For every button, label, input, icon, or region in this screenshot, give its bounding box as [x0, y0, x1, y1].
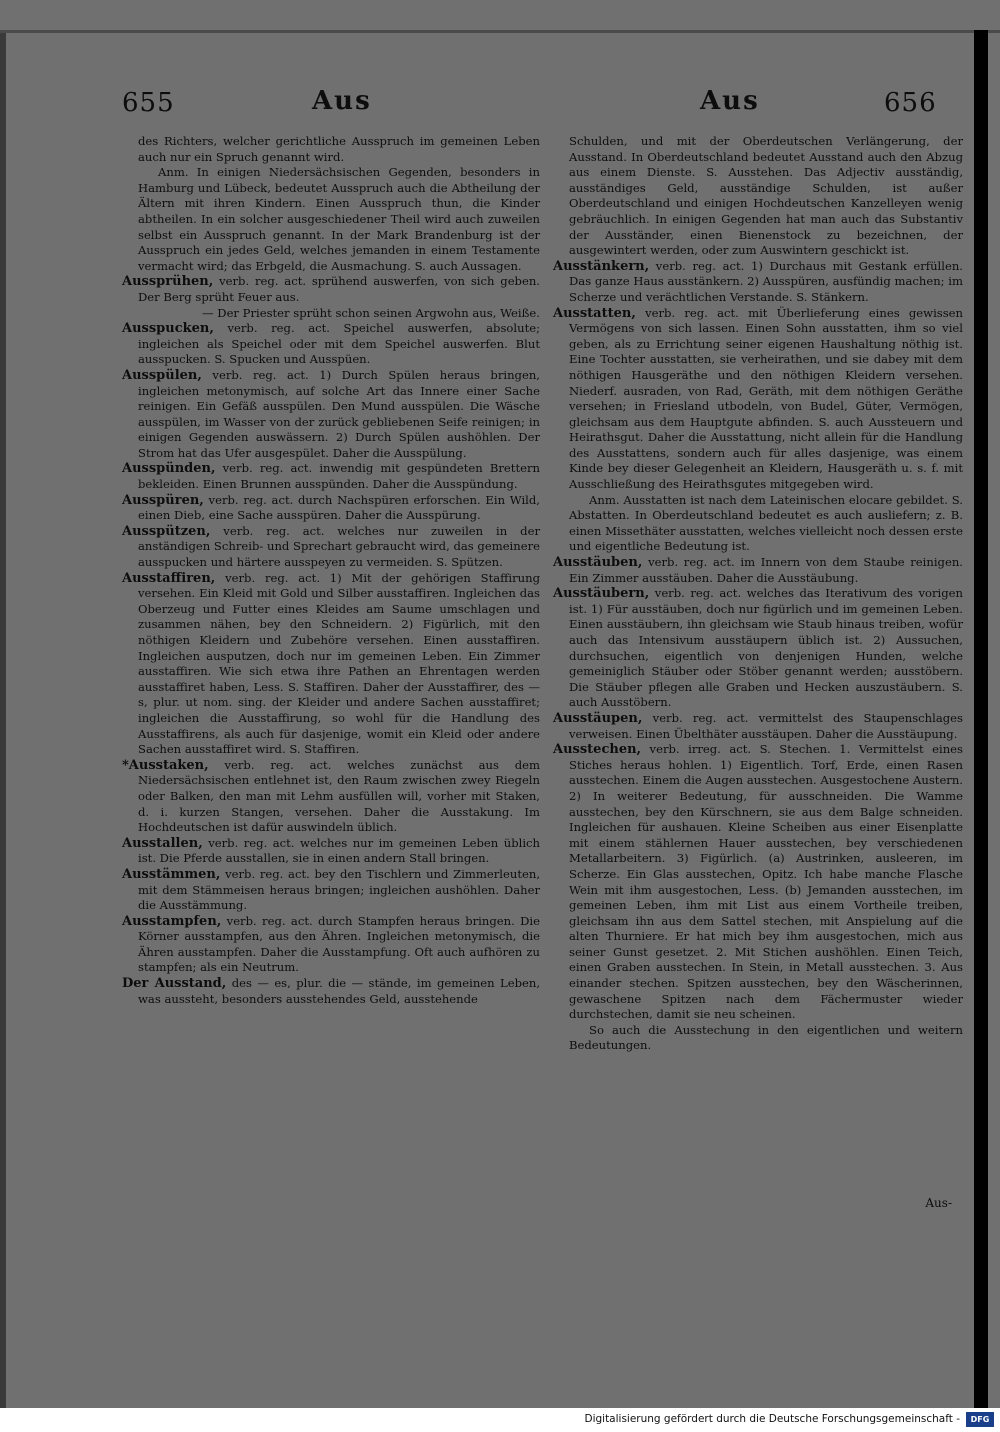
dictionary-entry	[122, 321, 540, 368]
right-page-number: 656	[884, 88, 937, 118]
entry-headword: Ausspüren,	[122, 492, 204, 508]
entry-headword: Ausspucken,	[122, 321, 214, 337]
entry-headword: Ausspünden,	[122, 461, 216, 477]
entry-definition: verb. reg. act. inwendig mit gespündeten Brettern bekleiden. Einen Brunnen ausspünden. Daher die Ausspündung.	[138, 461, 540, 492]
annotation-paragraph: Anm. Ausstatten ist nach dem Lateinischen elocare gebildet. S. Abstatten. In Oberdeutschland bedeutet es auch ausliefern; z. B. einen Missethäter ausstatten, welches vielleicht noch dessen erste und eigentliche Bedeutung ist.	[569, 492, 963, 554]
dictionary-entry	[122, 836, 540, 867]
entry-headword: Aussprühen,	[122, 274, 214, 290]
entry-headword: *Ausstaken,	[122, 757, 209, 773]
right-column	[553, 134, 963, 1054]
entry-definition: des — es, plur. die — stände, im gemeinen Leben, was aussteht, besonders ausstehendes Geld, ausstehende	[138, 976, 541, 1006]
right-running-head: Aus	[700, 86, 760, 116]
entry-definition: verb. reg. act. Speichel auswerfen, absolute; ingleichen als Speichel oder mit dem Speichel auswerfen. Blut ausspucken. S. Spucken und Ausspüen.	[138, 321, 540, 367]
dictionary-entry	[122, 571, 540, 758]
entry-definition: verb. reg. act. welches zunächst aus dem Niedersächsischen entlehnet ist, den Raum zwischen zwey Riegeln oder Balken, den man mit Lehm ausfüllen will, vorher mit Staken, d. i. kurzen Stangen, versehen. Daher die Ausstakung. Im Hochdeutschen ist dafür auswindeln üblich.	[138, 757, 540, 835]
entry-definition: verb. reg. act. sprühend auswerfen, von sich geben. Der Berg sprüht Feuer aus.	[138, 274, 540, 304]
entry-headword: Ausspützen,	[122, 523, 211, 539]
dictionary-entry	[122, 867, 540, 914]
entry-definition: verb. reg. act. mit Überlieferung eines gewissen Vermögens von sich lassen. Einen Sohn ausstatten, ihm so viel geben, als zu Errichtung seiner eigenen Haushaltung nöthig ist. Eine Tochter ausstatten, sie verheirathen, und sie dabey mit dem nöthigen Hausgeräthe und den nöthigen Kleidern versehen. Niederf. ausraden, von Rad, Geräth, mit dem nöthigen Geräthe versehen; in Friesland utbodeln, von Budel, Güter, Vermögen, gleichsam aus dem Hauptgute abfinden. S. auch Aussteuern und Heirathsgut. Daher die Ausstattung, nicht allein für die Handlung des Ausstattens, sondern auch für alles dasjenige, was einem Kinde bey dieser Gelegenheit an Kleidern, Hausgeräth u. s. f. mit Ausschließung des Heirathsgutes mitgegeben wird.	[569, 305, 963, 492]
entry-definition: verb. reg. act. durch Stampfen heraus bringen. Die Körner ausstampfen, aus den Ähren. Ingleichen metonymisch, die Ähren ausstampfen. Daher die Ausstampfung. Oft auch aufhören zu stampfen; als ein Neutrum.	[138, 913, 540, 975]
page-top-edge	[0, 30, 1000, 33]
entry-definition: verb. irreg. act. S. Stechen. 1. Vermittelst eines Stiches heraus hohlen. 1) Eigentlich. Torf, Erde, einen Rasen ausstechen. Einem die Augen ausstechen. Ausgestochene Austern. 2) In weiterer Bedeutung, für ausschneiden. Die Wamme ausstechen, bey den Kürschnern, sie aus dem Balge schneiden. Ingleichen für aushauen. Kleine Scheiben aus einer Eisenplatte mit einem stählernen Hauer ausstechen, bey verschiedenen Metallarbeitern. 3) Figürlich. (a) Austrinken, ausleeren, im Scherze. Ein Glas ausstechen, Opitz. Ich habe manche Flasche Wein mit ihm ausgestochen, Less. (b) Jemanden ausstechen, im gemeinen Leben, ihm mit List aus einem Vortheile treiben, gleichsam ihn aus dem Sattel stechen, mit Anspielung auf die alten Thurniere. Er hat mich bey ihm ausgestochen, mich aus seiner Gunst gesetzet. 2. Mit Stichen aushöhlen. Einen Teich, einen Graben ausstechen. In Stein, in Metall ausstechen. 3. Aus einander stechen. Spitzen ausstechen, bey den Wäscherinnen, gewaschene Spitzen nach dem Fächermuster wieder durchstechen, damit sie neu scheinen.	[569, 742, 963, 1022]
scan-binding-bar	[974, 30, 988, 1408]
dictionary-entry	[122, 368, 540, 462]
entry-headword: Ausstäupen,	[553, 710, 643, 726]
dictionary-entry	[553, 586, 963, 711]
continued-text: Schulden, und mit der Oberdeutschen Verlängerung, der Ausstand. In Oberdeutschland bedeutet Ausstand auch den Abzug aus einem Dienste. S. Ausstehen. Das Adjectiv ausständig, ausständiges Geld, ausständige Schulden, ist außer Oberdeutschland und einigen Hochdeutschen Kanzelleyen wenig gebräuchlich. In einigen Gegenden hat man auch das Substantiv der Ausständer, einen Bienenstock zu bezeichnen, der ausgewintert werden, oder zum Auswintern geschickt ist.	[569, 134, 963, 258]
dictionary-entry	[122, 461, 540, 492]
footer-bar	[0, 1408, 1000, 1432]
dictionary-entry	[122, 493, 540, 524]
entry-headword: Ausstäuben,	[553, 555, 643, 571]
entry-definition: verb. reg. act. 1) Durchaus mit Gestank erfüllen. Das ganze Haus ausstänkern. 2) Ausspüren, ausfündig machen; im Scherze und verächtlichen Verstande. S. Stänkern.	[569, 258, 963, 304]
annotation-paragraph: So auch die Ausstechung in den eigentlichen und weitern Bedeutungen.	[569, 1022, 963, 1053]
entry-headword: Ausspülen,	[122, 367, 202, 383]
entry-headword: Ausstaffiren,	[122, 570, 216, 586]
dictionary-entry	[553, 306, 963, 493]
entry-definition: verb. reg. act. welches das Iterativum des vorigen ist. 1) Für ausstäuben, doch nur figürlich und im gemeinen Leben. Einen ausstäubern, ihn gleichsam wie Staub hinaus treiben, wofür auch das Intensivum ausstäupern üblich ist. 2) Aussuchen, durchsuchen, eigentlich von denjenigen Hunden, welche gemeiniglich Stäuber oder Stöber genannt werden; ausstöbern. Die Stäuber pflegen alle Graben und Hecken auszustäubern. S. auch Ausstöbern.	[569, 586, 963, 710]
page-left-edge	[0, 30, 6, 1408]
dictionary-entry	[553, 742, 963, 1023]
continued-text: des Richters, welcher gerichtliche Ausspruch im gemeinen Leben auch nur ein Spruch genannt wird.	[138, 134, 540, 164]
entry-headword: Der Ausstand,	[122, 976, 227, 992]
entry-definition: verb. reg. act. im Innern von dem Staube reinigen. Ein Zimmer ausstäuben. Daher die Ausstäubung.	[569, 555, 963, 585]
dictionary-entry	[122, 914, 540, 976]
entry-definition: verb. reg. act. welches nur zuweilen in der anständigen Schreib- und Sprechart gebraucht wird, das gemeinere ausspucken und härtere ausspeyen zu vermeiden. S. Spützen.	[138, 523, 540, 570]
annotation-paragraph: Anm. In einigen Niedersächsischen Gegenden, besonders in Hamburg und Lübeck, bedeutet Ausspruch auch die Abtheilung der Ältern mit ihren Kindern. Einen Ausspruch thun, die Kinder abtheilen. In ein solcher ausgeschiedener Theil wird auch zuweilen selbst ein Ausspruch genannt. In der Mark Brandenburg ist der Ausspruch ein jedes Geld, welches jemanden in einem Testamente vermacht wird; das Erbgeld, die Ausmachung. S. auch Aussagen.	[138, 165, 540, 273]
dictionary-entry	[553, 259, 963, 306]
quotation-line: — Der Priester sprüht schon seinen Argwohn aus, Weiße.	[202, 305, 540, 320]
dictionary-entry	[122, 524, 540, 571]
entry-definition: verb. reg. act. 1) Mit der gehörigen Staffirung versehen. Ein Kleid mit Gold und Silber ausstaffiren. Ingleichen das Oberzeug und Futter eines Kleides am Saume umschlagen und zusammen nähen, bey den Schneidern. 2) Figürlich, mit den nöthigen Kleidern und Zubehöre versehen. Einen ausstaffiren. Ingleichen ausputzen, doch nur im gemeinen Leben. Ein Zimmer ausstaffiren. Wie sich etwa ihre Pathen an Ehrentagen werden ausstaffiret haben, Less. S. Staffiren. Daher der Ausstaffirer, des — s, plur. ut nom. sing. der Kleider und andere Sachen ausstaffiret; ingleichen die Ausstaffirung, so wohl für die Handlung des Ausstaffirens, als auch für dasjenige, womit ein Kleid oder andere Sachen ausstaffiret wird. S. Staffiren.	[138, 570, 540, 757]
entry-headword: Ausstallen,	[122, 835, 203, 851]
entry-definition: verb. reg. act. welches nur im gemeinen Leben üblich ist. Die Pferde ausstallen, sie in einen andern Stall bringen.	[138, 835, 540, 866]
dictionary-entry	[553, 555, 963, 586]
dictionary-entry	[122, 976, 540, 1007]
entry-headword: Ausstämmen,	[122, 866, 221, 882]
entry-headword: Ausstatten,	[553, 305, 636, 321]
entry-headword: Ausstäubern,	[553, 586, 650, 602]
left-column	[122, 134, 540, 1007]
entry-definition: verb. reg. act. bey den Tischlern und Zimmerleuten, mit dem Stämmeisen heraus bringen; ingleichen aushöhlen. Daher die Ausstämmung.	[138, 866, 540, 913]
entry-headword: Ausstänkern,	[553, 258, 650, 274]
catchword: Aus-	[925, 1196, 952, 1210]
entry-definition: verb. reg. act. 1) Durch Spülen heraus bringen, ingleichen metonymisch, auf solche Art das Innere einer Sache reinigen. Ein Gefäß ausspülen. Den Mund ausspülen. Die Wäsche ausspülen, im Wasser von der zurück gebliebenen Seife reinigen; in einigen Gegenden auswässern. 2) Durch Spülen aushöhlen. Der Strom hat das Ufer ausgespület. Daher die Ausspülung.	[138, 367, 540, 460]
entry-definition: verb. reg. act. vermittelst des Staupenschlages verweisen. Einen Übelthäter ausstäupen. Daher die Ausstäupung.	[569, 710, 963, 741]
dictionary-entry	[553, 711, 963, 742]
left-running-head: Aus	[312, 86, 372, 116]
dictionary-entry	[122, 274, 540, 305]
entry-definition: verb. reg. act. durch Nachspüren erforschen. Ein Wild, einen Dieb, eine Sache ausspüren. Daher die Ausspürung.	[138, 492, 540, 523]
left-page-number: 655	[122, 88, 175, 118]
entry-headword: Ausstechen,	[553, 742, 642, 758]
dfg-logo: DFG	[966, 1412, 994, 1427]
entry-headword: Ausstampfen,	[122, 913, 222, 929]
footer-credit: Digitalisierung gefördert durch die Deutsche Forschungsgemeinschaft -	[584, 1413, 960, 1425]
dictionary-entry	[122, 758, 540, 836]
